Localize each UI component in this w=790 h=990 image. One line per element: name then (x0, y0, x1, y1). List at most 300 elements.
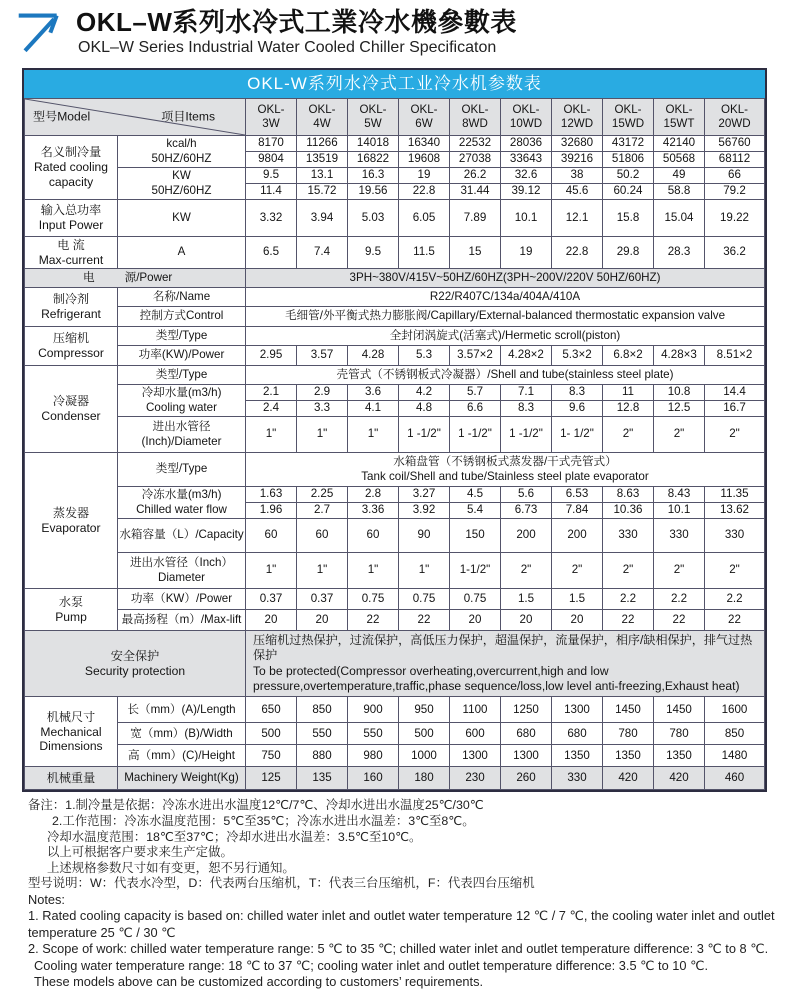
value-cell: 10.8 (654, 385, 705, 401)
spec-table-grid (24, 98, 765, 790)
value-cell: 4.2 (399, 385, 450, 401)
value-cell: 31.44 (450, 184, 501, 200)
item-label-cell: KW (118, 200, 246, 237)
table-row (25, 453, 765, 487)
value-cell: 850 (297, 697, 348, 723)
item-label-cell: 名称/Name (118, 288, 246, 307)
merged-value-cell: 3PH~380V/415V~50HZ/60HZ(3PH~200V/220V 50HZ/60HZ) (246, 269, 765, 288)
table-row (25, 589, 765, 610)
value-cell: 0.75 (450, 589, 501, 610)
table-row (25, 307, 765, 327)
value-cell: 3.3 (297, 401, 348, 417)
value-cell: 2" (552, 553, 603, 589)
value-cell: 12.5 (654, 401, 705, 417)
value-cell: 3.27 (399, 487, 450, 503)
value-cell: 19 (399, 168, 450, 184)
value-cell: 8170 (246, 136, 297, 152)
item-label-cell: 控制方式Control (118, 307, 246, 327)
value-cell: 460 (705, 767, 765, 790)
table-row (25, 487, 765, 503)
value-cell: 22 (603, 610, 654, 631)
category-label-cell: 制冷剂 Refrigerant (25, 288, 118, 327)
value-cell: 14018 (348, 136, 399, 152)
table-row (25, 269, 765, 288)
value-cell: 1350 (552, 745, 603, 767)
value-cell: 58.8 (654, 184, 705, 200)
value-cell: 500 (399, 723, 450, 745)
value-cell: 1-1/2" (450, 553, 501, 589)
item-label-cell: kcal/h 50HZ/60HZ (118, 136, 246, 168)
value-cell: 150 (450, 519, 501, 553)
value-cell: 2.1 (246, 385, 297, 401)
value-cell: 20 (501, 610, 552, 631)
value-cell: 600 (450, 723, 501, 745)
value-cell: 1450 (603, 697, 654, 723)
model-header-cell: OKL- 15WD (603, 99, 654, 136)
value-cell: 1350 (654, 745, 705, 767)
merged-value-cell: R22/R407C/134a/404A/410A (246, 288, 765, 307)
value-cell: 60 (297, 519, 348, 553)
value-cell: 42140 (654, 136, 705, 152)
value-cell: 1.5 (552, 589, 603, 610)
model-header-cell: OKL- 5W (348, 99, 399, 136)
category-label-cell: 冷凝器 Condenser (25, 366, 118, 453)
value-cell: 13.62 (705, 503, 765, 519)
value-cell: 2.8 (348, 487, 399, 503)
value-cell: 11266 (297, 136, 348, 152)
value-cell: 6.5 (246, 237, 297, 269)
value-cell: 20 (450, 610, 501, 631)
note-line: 2.工作范围：冷冻水温度范围：5℃至35℃；冷冻水进出水温差：3℃至8℃。 (52, 813, 475, 828)
category-label-cell: 机械重量 (25, 767, 118, 790)
value-cell: 200 (552, 519, 603, 553)
table-row (25, 288, 765, 307)
table-row (25, 610, 765, 631)
value-cell: 15.72 (297, 184, 348, 200)
item-label-cell: Machinery Weight(Kg) (118, 767, 246, 790)
table-row (25, 631, 765, 697)
value-cell: 8.3 (552, 385, 603, 401)
value-cell: 1" (348, 553, 399, 589)
category-label-cell: 电 流 Max-current (25, 237, 118, 269)
value-cell: 550 (297, 723, 348, 745)
model-header-cell: OKL- 8WD (450, 99, 501, 136)
value-cell: 16.3 (348, 168, 399, 184)
value-cell: 260 (501, 767, 552, 790)
value-cell: 1- 1/2" (552, 417, 603, 453)
value-cell: 1350 (603, 745, 654, 767)
item-label-cell: 最高扬程（m）/Max-lift (118, 610, 246, 631)
model-header-cell: OKL- 15WT (654, 99, 705, 136)
value-cell: 8.63 (603, 487, 654, 503)
table-row (25, 385, 765, 401)
value-cell: 1600 (705, 697, 765, 723)
value-cell: 6.73 (501, 503, 552, 519)
value-cell: 0.75 (399, 589, 450, 610)
note-line: These models above can be customized according to customers’ requirements. (34, 973, 484, 989)
item-label-cell: KW 50HZ/60HZ (118, 168, 246, 200)
value-cell: 2.9 (297, 385, 348, 401)
value-cell: 56760 (705, 136, 765, 152)
value-cell: 2.7 (297, 503, 348, 519)
value-cell: 22 (654, 610, 705, 631)
value-cell: 22 (705, 610, 765, 631)
value-cell: 1 -1/2" (399, 417, 450, 453)
value-cell: 4.1 (348, 401, 399, 417)
value-cell: 1.63 (246, 487, 297, 503)
item-label-cell: 功率(KW)/Power (118, 346, 246, 366)
category-label-cell: 安全保护 Security protection (25, 631, 246, 697)
value-cell: 11.4 (246, 184, 297, 200)
value-cell: 22.8 (399, 184, 450, 200)
doc-title-cn: OKL–W系列水冷式工業冷水機參數表 (76, 7, 517, 37)
value-cell: 330 (705, 519, 765, 553)
value-cell: 2.2 (654, 589, 705, 610)
value-cell: 125 (246, 767, 297, 790)
value-cell: 230 (450, 767, 501, 790)
value-cell: 1250 (501, 697, 552, 723)
value-cell: 900 (348, 697, 399, 723)
merged-value-cell: 全封闭涡旋式(活塞式)/Hermetic scroll(piston) (246, 327, 765, 346)
value-cell: 60 (246, 519, 297, 553)
value-cell: 2" (654, 417, 705, 453)
value-cell: 3.6 (348, 385, 399, 401)
value-cell: 22 (399, 610, 450, 631)
value-cell: 14.4 (705, 385, 765, 401)
value-cell: 420 (603, 767, 654, 790)
value-cell: 15.8 (603, 200, 654, 237)
table-row (25, 417, 765, 453)
value-cell: 39.12 (501, 184, 552, 200)
value-cell: 7.4 (297, 237, 348, 269)
item-label-cell: 功率（KW）/Power (118, 589, 246, 610)
value-cell: 2" (705, 553, 765, 589)
item-label-cell: 高（mm）(C)/Height (118, 745, 246, 767)
value-cell: 22532 (450, 136, 501, 152)
item-label-cell: 宽（mm）(B)/Width (118, 723, 246, 745)
value-cell: 5.03 (348, 200, 399, 237)
item-label-cell: 冷却水量(m3/h) Cooling water (118, 385, 246, 417)
notes-section (28, 798, 775, 990)
value-cell: 680 (552, 723, 603, 745)
value-cell: 1300 (450, 745, 501, 767)
note-line: 上述规格参数尺寸如有变更，恕不另行通知。 (47, 860, 295, 875)
value-cell: 2.95 (246, 346, 297, 366)
value-cell: 1100 (450, 697, 501, 723)
value-cell: 15 (450, 237, 501, 269)
item-label-cell: 冷冻水量(m3/h) Chilled water flow (118, 487, 246, 519)
value-cell: 22 (348, 610, 399, 631)
corner-items-label: 项目Items (161, 109, 215, 124)
merged-value-cell: 水箱盘管（不锈钢板式蒸发器/干式壳管式） Tank coil/Shell and tube/Stainless steel plate evaporator (246, 453, 765, 487)
value-cell: 420 (654, 767, 705, 790)
note-line: 备注：1.制冷量是依据：冷冻水进出水温度12℃/7℃、冷却水进出水温度25℃/30℃ (28, 798, 484, 813)
merged-value-cell: 壳管式（不锈钢板式冷凝器）/Shell and tube(stainless steel plate) (246, 366, 765, 385)
value-cell: 0.75 (348, 589, 399, 610)
table-row (25, 327, 765, 346)
security-protection-text: 压缩机过热保护，过流保护，高低压力保护，超温保护，流量保护，相序/缺相保护，排气过热保护 To be protected(Compressor overheating,overcurrent,high and low pressure,overtemperature,traffic,phase sequence/loss,low level anti-freezing,Exhaust heat) (246, 631, 765, 697)
value-cell: 4.28 (348, 346, 399, 366)
value-cell: 39216 (552, 152, 603, 168)
value-cell: 135 (297, 767, 348, 790)
value-cell: 0.37 (246, 589, 297, 610)
value-cell: 5.7 (450, 385, 501, 401)
value-cell: 780 (603, 723, 654, 745)
value-cell: 4.5 (450, 487, 501, 503)
merged-value-cell: 毛细管/外平衡式热力膨胀阀/Capillary/External-balanced thermostatic expansion valve (246, 307, 765, 327)
value-cell: 6.05 (399, 200, 450, 237)
value-cell: 850 (705, 723, 765, 745)
value-cell: 1480 (705, 745, 765, 767)
table-row (25, 346, 765, 366)
table-row (25, 767, 765, 790)
value-cell: 20 (297, 610, 348, 631)
value-cell: 1" (348, 417, 399, 453)
value-cell: 5.4 (450, 503, 501, 519)
item-label-cell (25, 269, 246, 288)
model-header-cell: OKL- 4W (297, 99, 348, 136)
note-line: 型号说明：W：代表水冷型，D：代表两台压缩机，T：代表三台压缩机，F：代表四台压缩机 (28, 876, 535, 891)
table-row (25, 200, 765, 237)
value-cell: 28036 (501, 136, 552, 152)
value-cell: 1" (399, 553, 450, 589)
category-label-cell: 机械尺寸 Mechanical Dimensions (25, 697, 118, 767)
spec-table (22, 68, 767, 792)
value-cell: 2.25 (297, 487, 348, 503)
value-cell: 880 (297, 745, 348, 767)
value-cell: 5.3×2 (552, 346, 603, 366)
value-cell: 32680 (552, 136, 603, 152)
note-line: 1. Rated cooling capacity is based on: chilled water inlet and outlet water temperature 12 ℃ / 7 ℃, the cooling water inlet and outlet (28, 908, 775, 924)
value-cell: 4.8 (399, 401, 450, 417)
model-header-cell: OKL- 6W (399, 99, 450, 136)
value-cell: 11.5 (399, 237, 450, 269)
note-line: 以上可根据客户要求来生产定做。 (47, 845, 233, 860)
value-cell: 1" (297, 417, 348, 453)
value-cell: 7.89 (450, 200, 501, 237)
category-label-cell: 压缩机 Compressor (25, 327, 118, 366)
model-header-cell: OKL- 20WD (705, 99, 765, 136)
note-line: Notes: (28, 891, 65, 907)
value-cell: 750 (246, 745, 297, 767)
value-cell: 1000 (399, 745, 450, 767)
value-cell: 3.92 (399, 503, 450, 519)
value-cell: 200 (501, 519, 552, 553)
value-cell: 11.35 (705, 487, 765, 503)
value-cell: 1 -1/2" (501, 417, 552, 453)
value-cell: 68112 (705, 152, 765, 168)
corner-model-label: 型号Model (33, 109, 91, 124)
value-cell: 22.8 (552, 237, 603, 269)
category-label-cell: 名义制冷量 Rated cooling capacity (25, 136, 118, 200)
table-row (25, 723, 765, 745)
value-cell: 180 (399, 767, 450, 790)
value-cell: 4.28×3 (654, 346, 705, 366)
value-cell: 12.8 (603, 401, 654, 417)
value-cell: 3.36 (348, 503, 399, 519)
value-cell: 13519 (297, 152, 348, 168)
value-cell: 650 (246, 697, 297, 723)
value-cell: 500 (246, 723, 297, 745)
table-row (25, 519, 765, 553)
category-label-cell: 蒸发器 Evaporator (25, 453, 118, 589)
table-row (25, 168, 765, 184)
value-cell: 2" (603, 417, 654, 453)
value-cell: 2.2 (603, 589, 654, 610)
value-cell: 550 (348, 723, 399, 745)
value-cell: 1.5 (501, 589, 552, 610)
value-cell: 51806 (603, 152, 654, 168)
value-cell: 6.8×2 (603, 346, 654, 366)
value-cell: 1" (246, 553, 297, 589)
value-cell: 3.57×2 (450, 346, 501, 366)
item-label-cell: 进出水管径 (Inch)/Diameter (118, 417, 246, 453)
value-cell: 9804 (246, 152, 297, 168)
value-cell: 2" (501, 553, 552, 589)
value-cell: 2" (654, 553, 705, 589)
item-label-cell: 类型/Type (118, 366, 246, 385)
note-line: temperature 25 ℃ / 30 ℃ (28, 924, 176, 940)
value-cell: 10.36 (603, 503, 654, 519)
value-cell: 2" (705, 417, 765, 453)
value-cell: 1 -1/2" (450, 417, 501, 453)
model-header-cell: OKL- 12WD (552, 99, 603, 136)
table-row (25, 366, 765, 385)
table-row (25, 745, 765, 767)
value-cell: 45.6 (552, 184, 603, 200)
value-cell: 330 (603, 519, 654, 553)
item-label-cell: A (118, 237, 246, 269)
category-label-cell: 水泵 Pump (25, 589, 118, 631)
value-cell: 3.57 (297, 346, 348, 366)
value-cell: 16822 (348, 152, 399, 168)
value-cell: 32.6 (501, 168, 552, 184)
doc-title-en: OKL–W Series Industrial Water Cooled Chiller Specificaton (78, 39, 497, 56)
value-cell: 950 (399, 697, 450, 723)
value-cell: 15.04 (654, 200, 705, 237)
value-cell: 330 (654, 519, 705, 553)
value-cell: 8.3 (501, 401, 552, 417)
value-cell: 9.5 (348, 237, 399, 269)
power-label-cn: 电 (83, 270, 95, 284)
category-label-cell: 输入总功率 Input Power (25, 200, 118, 237)
value-cell: 8.51×2 (705, 346, 765, 366)
value-cell: 1300 (552, 697, 603, 723)
value-cell: 6.53 (552, 487, 603, 503)
value-cell: 9.6 (552, 401, 603, 417)
value-cell: 20 (552, 610, 603, 631)
value-cell: 12.1 (552, 200, 603, 237)
value-cell: 33643 (501, 152, 552, 168)
value-cell: 19.22 (705, 200, 765, 237)
item-label-cell: 水箱容量（L）/Capacity (118, 519, 246, 553)
value-cell: 7.1 (501, 385, 552, 401)
value-cell: 5.6 (501, 487, 552, 503)
item-label-cell: 长（mm）(A)/Length (118, 697, 246, 723)
value-cell: 20 (246, 610, 297, 631)
value-cell: 19.56 (348, 184, 399, 200)
value-cell: 2" (603, 553, 654, 589)
spec-table-body (25, 99, 765, 790)
value-cell: 10.1 (501, 200, 552, 237)
item-label-cell: 类型/Type (118, 327, 246, 346)
value-cell: 9.5 (246, 168, 297, 184)
value-cell: 5.3 (399, 346, 450, 366)
table-row (25, 553, 765, 589)
value-cell: 66 (705, 168, 765, 184)
value-cell: 38 (552, 168, 603, 184)
value-cell: 3.94 (297, 200, 348, 237)
corner-cell (25, 99, 246, 136)
value-cell: 50.2 (603, 168, 654, 184)
value-cell: 330 (552, 767, 603, 790)
value-cell: 1" (246, 417, 297, 453)
value-cell: 49 (654, 168, 705, 184)
item-label-cell: 进出水管径（Inch） Diameter (118, 553, 246, 589)
value-cell: 50568 (654, 152, 705, 168)
value-cell: 26.2 (450, 168, 501, 184)
value-cell: 160 (348, 767, 399, 790)
value-cell: 6.6 (450, 401, 501, 417)
model-header-cell: OKL- 10WD (501, 99, 552, 136)
value-cell: 2.4 (246, 401, 297, 417)
value-cell: 27038 (450, 152, 501, 168)
value-cell: 10.1 (654, 503, 705, 519)
value-cell: 8.43 (654, 487, 705, 503)
value-cell: 29.8 (603, 237, 654, 269)
value-cell: 11 (603, 385, 654, 401)
note-line: 冷却水温度范围：18℃至37℃；冷却水进出水温差：3.5℃至10℃。 (47, 829, 422, 844)
table-row (25, 136, 765, 152)
item-label-cell: 类型/Type (118, 453, 246, 487)
value-cell: 60.24 (603, 184, 654, 200)
value-cell: 16.7 (705, 401, 765, 417)
table-row (25, 99, 765, 136)
value-cell: 1300 (501, 745, 552, 767)
value-cell: 1" (297, 553, 348, 589)
table-row (25, 697, 765, 723)
value-cell: 60 (348, 519, 399, 553)
value-cell: 7.84 (552, 503, 603, 519)
value-cell: 28.3 (654, 237, 705, 269)
note-line: 2. Scope of work: chilled water temperature range: 5 ℃ to 35 ℃; chilled water inlet and outlet temperature difference: 3 ℃ to 8 ℃. (28, 941, 769, 957)
value-cell: 16340 (399, 136, 450, 152)
power-label-mixed: 源/Power (124, 270, 173, 284)
value-cell: 680 (501, 723, 552, 745)
value-cell: 36.2 (705, 237, 765, 269)
value-cell: 4.28×2 (501, 346, 552, 366)
value-cell: 90 (399, 519, 450, 553)
model-header-cell: OKL- 3W (246, 99, 297, 136)
up-right-arrow-icon (16, 7, 63, 53)
value-cell: 19608 (399, 152, 450, 168)
table-row (25, 237, 765, 269)
value-cell: 980 (348, 745, 399, 767)
value-cell: 2.2 (705, 589, 765, 610)
value-cell: 780 (654, 723, 705, 745)
doc-header (0, 0, 790, 68)
value-cell: 1450 (654, 697, 705, 723)
table-title-bar: OKL-W系列水冷式工业冷水机参数表 (24, 70, 765, 98)
value-cell: 13.1 (297, 168, 348, 184)
value-cell: 19 (501, 237, 552, 269)
value-cell: 79.2 (705, 184, 765, 200)
note-line: Cooling water temperature range: 18 ℃ to 37 ℃; cooling water inlet and outlet temperature difference: 3.5 ℃ to 10 ℃. (34, 957, 709, 973)
value-cell: 43172 (603, 136, 654, 152)
value-cell: 3.32 (246, 200, 297, 237)
value-cell: 1.96 (246, 503, 297, 519)
value-cell: 0.37 (297, 589, 348, 610)
